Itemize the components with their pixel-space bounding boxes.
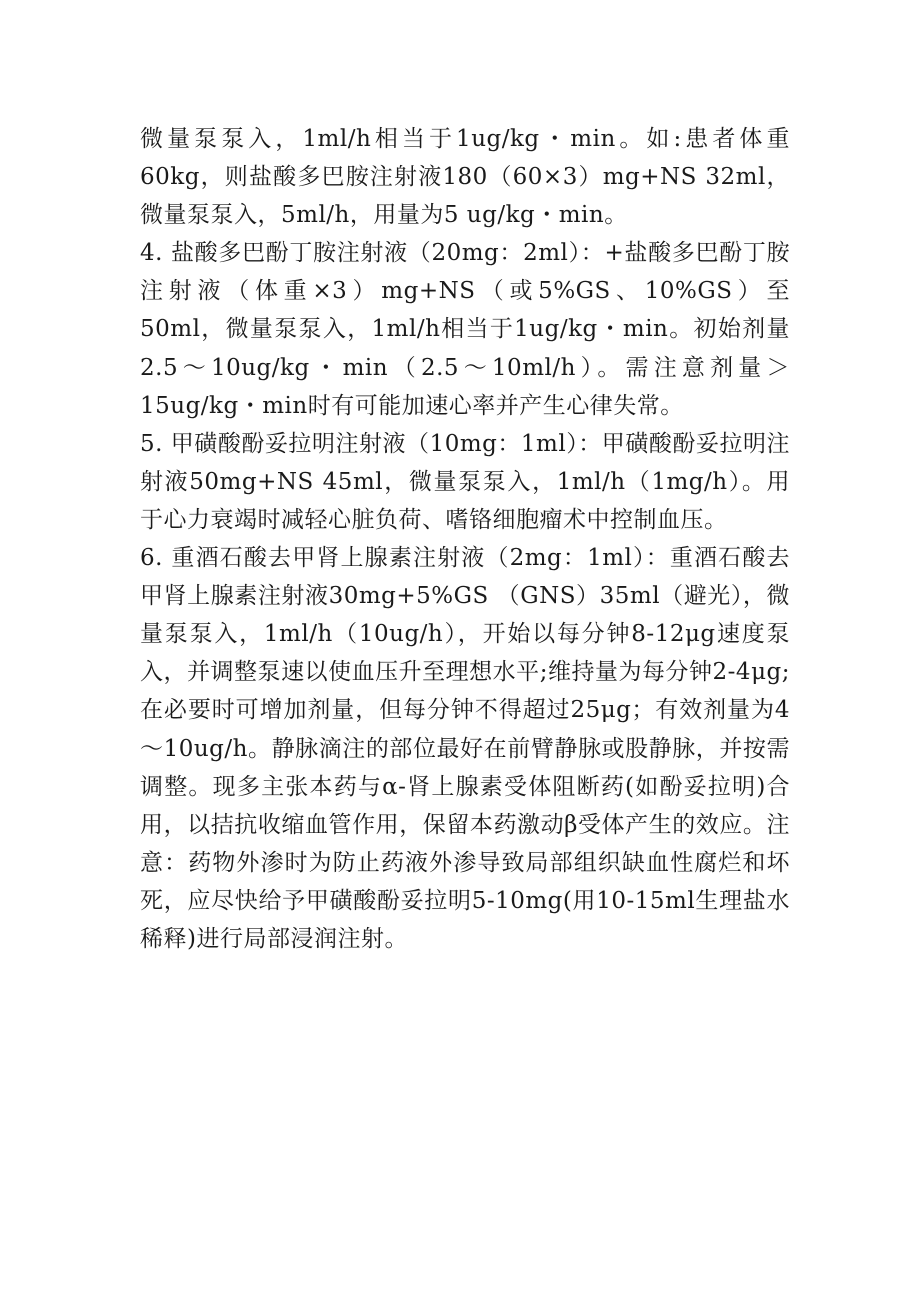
- paragraph-dobutamine: 4. 盐酸多巴酚丁胺注射液（20mg：2ml）：+盐酸多巴酚丁胺注射液（体重×3）mg+NS（或5%GS、10%GS）至50ml，微量泵泵入，1ml/h相当于1ug/kg・min。初始剂量2.5～10ug/kg・min（2.5～10ml/h）。需注意剂量＞15ug/kg・min时有可能加速心率并产生心律失常。: [140, 240, 790, 419]
- document-body: [140, 120, 790, 958]
- paragraph-dopamine-continued: 微量泵泵入，1ml/h相当于1ug/kg・min。如:患者体重60kg，则盐酸多巴胺注射液180（60×3）mg+NS 32ml，微量泵泵入，5ml/h，用量为5 ug/kg・min。: [140, 126, 790, 229]
- paragraph-norepinephrine: 6. 重酒石酸去甲肾上腺素注射液（2mg：1ml）：重酒石酸去甲肾上腺素注射液30mg+5%GS （GNS）35ml（避光），微量泵泵入，1ml/h（10ug/h），开始以每分钟8-12μg速度泵入，并调整泵速以使血压升至理想水平;维持量为每分钟2-4μg;在必要时可增加剂量，但每分钟不得超过25μg；有效剂量为4～10ug/h。静脉滴注的部位最好在前臂静脉或股静脉，并按需调整。现多主张本药与α-肾上腺素受体阻断药(如酚妥拉明)合用，以拮抗收缩血管作用，保留本药激动β受体产生的效应。注意：药物外渗时为防止药液外渗导致局部组织缺血性腐烂和坏死，应尽快给予甲磺酸酚妥拉明5-10mg(用10-15ml生理盐水稀释)进行局部浸润注射。: [140, 545, 790, 952]
- paragraph-phentolamine: 5. 甲磺酸酚妥拉明注射液（10mg：1ml）：甲磺酸酚妥拉明注射液50mg+NS 45ml，微量泵泵入，1ml/h（1mg/h）。用于心力衰竭时减轻心脏负荷、嗜铬细胞瘤术中控制血压。: [140, 430, 790, 533]
